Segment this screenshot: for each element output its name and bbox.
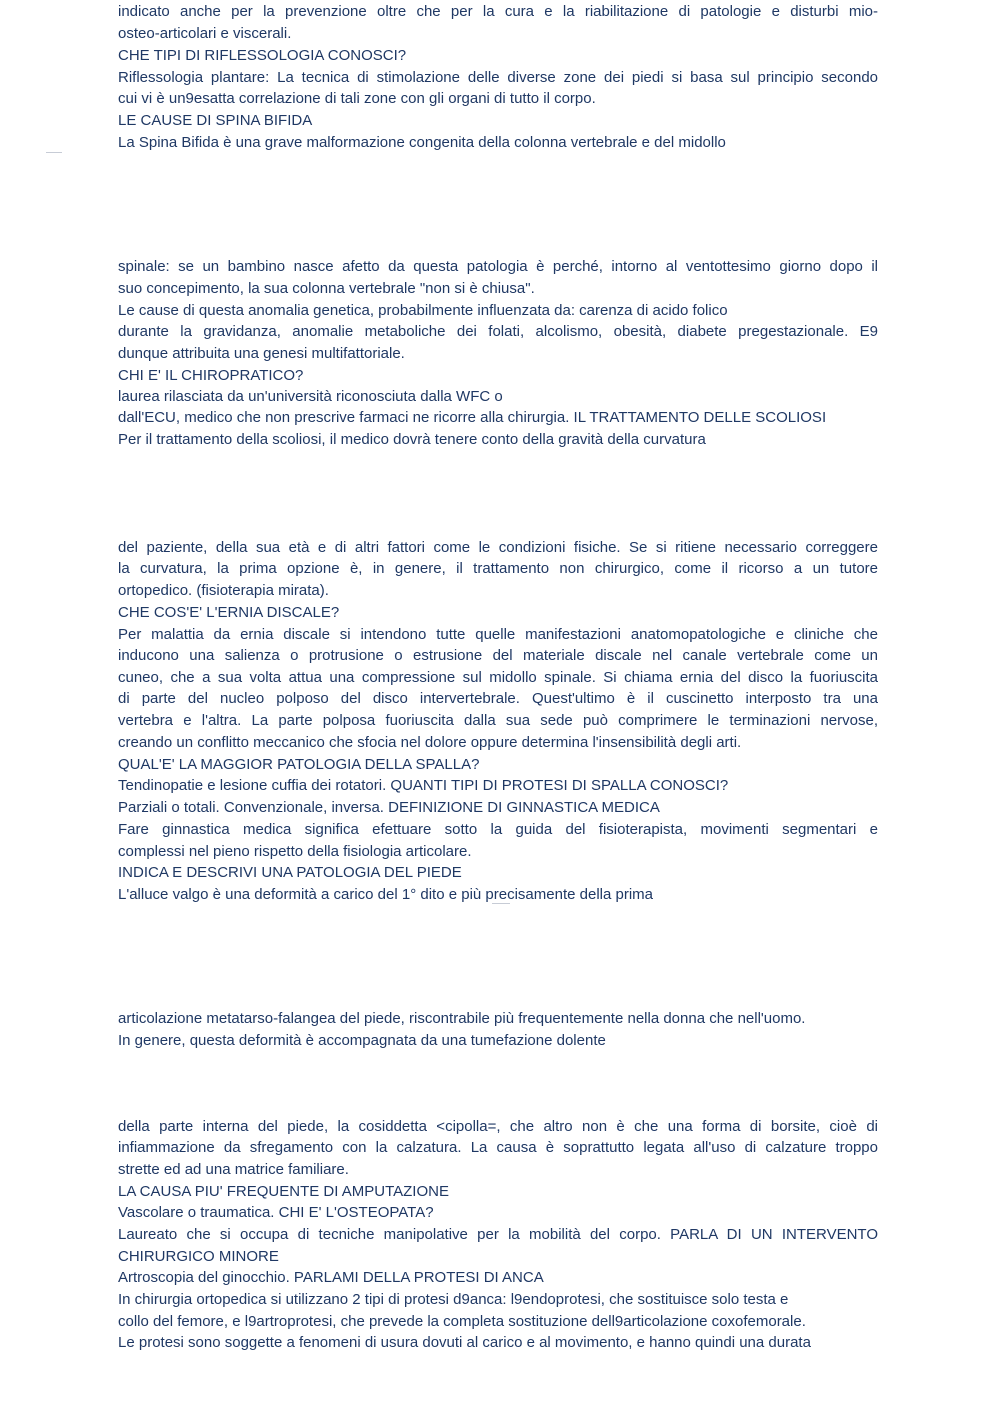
text-line: di parte del nucleo polposo del disco intervertebrale. Quest'ultimo è il cuscinetto interposto tra una — [118, 690, 878, 707]
text-line: In chirurgia ortopedica si utilizzano 2 tipi di protesi d9anca: l9endoprotesi, che sostituisce solo testa e — [118, 1291, 789, 1308]
text-line: dunque attribuita una genesi multifattoriale. — [118, 345, 405, 362]
text-line: la curvatura, la prima opzione è, in genere, il trattamento non chirurgico, come il ricorso a un tutore — [118, 560, 878, 577]
text-line: Vascolare o traumatica. CHI E' L'OSTEOPATA? — [118, 1204, 434, 1221]
text-line: La Spina Bifida è una grave malformazione congenita della colonna vertebrale e del midollo — [118, 134, 726, 151]
text-line: durante la gravidanza, anomalie metaboliche dei folati, alcolismo, obesità, diabete pregestazionale. E9 — [118, 323, 878, 340]
text-line: Per malattia da ernia discale si intendono tutte quelle manifestazioni anatomopatologiche e cliniche che — [118, 626, 878, 643]
section-heading: LE CAUSE DI SPINA BIFIDA — [118, 112, 313, 129]
section-heading: CHE TIPI DI RIFLESSOLOGIA CONOSCI? — [118, 47, 407, 64]
text-line: strette ed ad una matrice familiare. — [118, 1161, 349, 1178]
text-line: Per il trattamento della scoliosi, il medico dovrà tenere conto della gravità della curvatura — [118, 431, 706, 448]
text-line: articolazione metatarso-falangea del piede, riscontrabile più frequentemente nella donna che nell'uomo. — [118, 1010, 806, 1027]
scan-artifact — [46, 152, 62, 153]
text-line: indicato anche per la prevenzione oltre che per la cura e la riabilitazione di patologie e disturbi mio- — [118, 3, 878, 20]
text-line: inducono una salienza o protrusione o estrusione del materiale discale nel canale vertebrale come un — [118, 647, 878, 664]
text-line: cui vi è un9esatta correlazione di tali zone con gli organi di tutto il corpo. — [118, 90, 596, 107]
text-line: cuneo, che a sua volta attua una compressione sul midollo spinale. Si chiama ernia del disco la fuoriuscita — [118, 669, 878, 686]
text-line: L'alluce valgo è una deformità a carico del 1° dito e più precisamente della prima — [118, 886, 653, 903]
text-line: ortopedico. (fisioterapia mirata). — [118, 582, 329, 599]
scan-artifact — [492, 903, 510, 904]
section-heading: CHIRURGICO MINORE — [118, 1248, 279, 1265]
section-heading: CHI E' IL CHIROPRATICO? — [118, 367, 304, 384]
text-line: collo del femore, e l9artroprotesi, che prevede la completa sostituzione dell9articolazione coxofemorale. — [118, 1313, 806, 1330]
text-line: laurea rilasciata da un'università riconosciuta dalla WFC o — [118, 388, 503, 405]
text-line: della parte interna del piede, la cosiddetta <cipolla=, che altro non è che una forma di borsite, cioè di — [118, 1118, 878, 1135]
text-line: Le cause di questa anomalia genetica, probabilmente influenzata da: carenza di acido folico — [118, 302, 728, 319]
section-heading: LA CAUSA PIU' FREQUENTE DI AMPUTAZIONE — [118, 1183, 449, 1200]
text-line: Riflessologia plantare: La tecnica di stimolazione delle diverse zone dei piedi si basa sul principio secondo — [118, 69, 878, 86]
text-line: Le protesi sono soggette a fenomeni di usura dovuti al carico e al movimento, e hanno quindi una durata — [118, 1334, 811, 1351]
text-line: del paziente, della sua età e di altri fattori come le condizioni fisiche. Se si ritiene necessario correggere — [118, 539, 878, 556]
text-line: In genere, questa deformità è accompagnata da una tumefazione dolente — [118, 1032, 606, 1049]
text-line: Parziali o totali. Convenzionale, inversa. DEFINIZIONE DI GINNASTICA MEDICA — [118, 799, 660, 816]
text-line: infiammazione da sfregamento con la calzatura. La causa è soprattutto legata all'uso di calzature troppo — [118, 1139, 878, 1156]
section-heading: QUAL'E' LA MAGGIOR PATOLOGIA DELLA SPALLA? — [118, 756, 480, 773]
section-heading: CHE COS'E' L'ERNIA DISCALE? — [118, 604, 340, 621]
text-line: Tendinopatie e lesione cuffia dei rotatori. QUANTI TIPI DI PROTESI DI SPALLA CONOSCI? — [118, 777, 729, 794]
text-line: Artroscopia del ginocchio. PARLAMI DELLA PROTESI DI ANCA — [118, 1269, 544, 1286]
text-line: Fare ginnastica medica significa efettuare sotto la guida del fisioterapista, movimenti segmentari e — [118, 821, 878, 838]
text-line: Laureato che si occupa di tecniche manipolative per la mobilità del corpo. PARLA DI UN INTERVENTO — [118, 1226, 878, 1243]
text-line: creando un conflitto meccanico che sfocia nel dolore oppure determina l'insensibilità degli arti. — [118, 734, 742, 751]
text-line: spinale: se un bambino nasce afetto da questa patologia è perché, intorno al ventottesimo giorno dopo il — [118, 258, 878, 275]
text-line: dall'ECU, medico che non prescrive farmaci ne ricorre alla chirurgia. IL TRATTAMENTO DELLE SCOLIOSI — [118, 409, 827, 426]
section-heading: INDICA E DESCRIVI UNA PATOLOGIA DEL PIEDE — [118, 864, 462, 881]
text-line: complessi nel pieno rispetto della fisiologia articolare. — [118, 843, 472, 860]
text-line: osteo-articolari e viscerali. — [118, 25, 292, 42]
text-line: vertebra e l'altra. La parte polposa fuoriuscita dalla sua sede può comprimere le terminazioni nervose, — [118, 712, 878, 729]
text-line: suo concepimento, la sua colonna vertebrale "non si è chiusa". — [118, 280, 535, 297]
